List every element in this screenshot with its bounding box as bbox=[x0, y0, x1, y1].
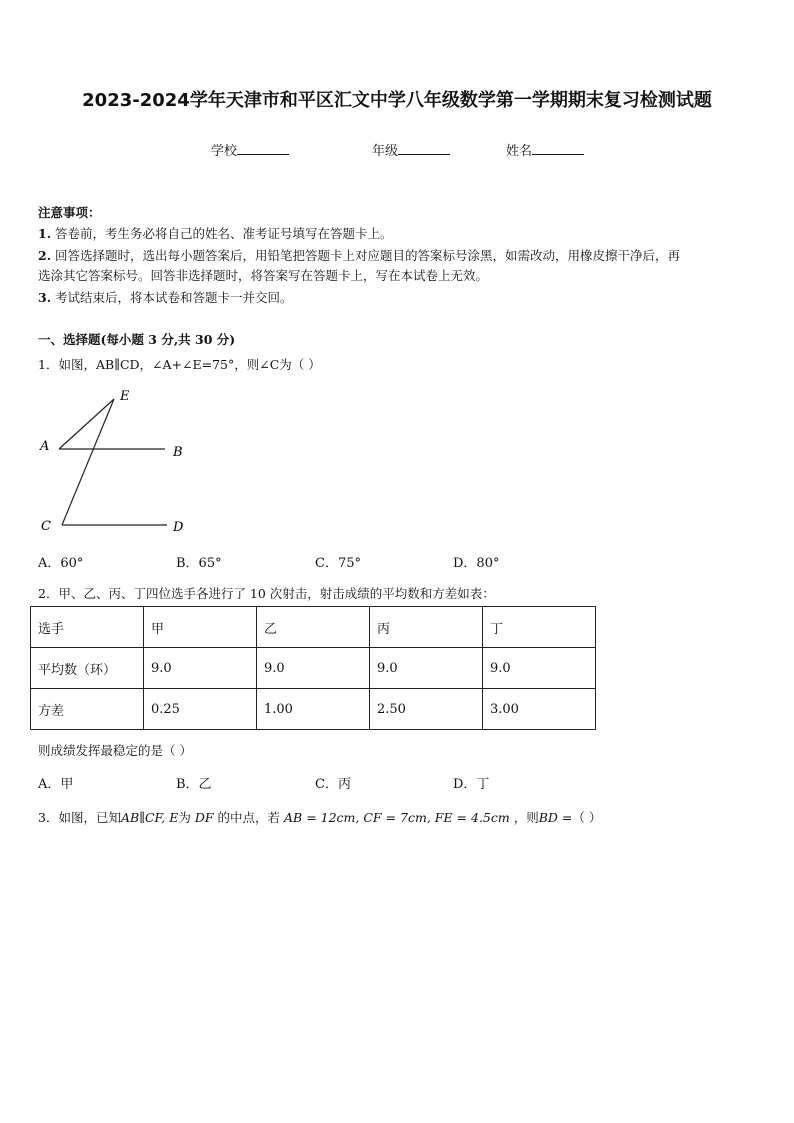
q2-option-b: B．乙 bbox=[176, 777, 212, 792]
school-field bbox=[211, 140, 289, 159]
section-heading: 一、选择题(每小题 3 分,共 30 分) bbox=[38, 332, 236, 347]
grade-blank bbox=[398, 140, 450, 155]
label-b: B bbox=[173, 445, 183, 460]
school-blank bbox=[237, 140, 289, 155]
table-cell: 9.0 bbox=[144, 648, 257, 689]
note-2-continued: 选涂其它答案标号。回答非选择题时，将答案写在答题卡上，写在本试卷上无效。 bbox=[38, 268, 489, 283]
question-1-figure bbox=[30, 385, 200, 540]
table-cell: 0.25 bbox=[144, 689, 257, 730]
q3-text-1: 为 bbox=[178, 810, 191, 825]
note-2 bbox=[38, 246, 680, 264]
table-cell: 方差 bbox=[31, 689, 144, 730]
question-1-text: 1．如图，AB∥CD，∠A+∠E=75°，则∠C为（ ） bbox=[38, 357, 321, 372]
table-cell: 平均数（环） bbox=[31, 648, 144, 689]
table-cell: 乙 bbox=[257, 607, 370, 648]
table-row bbox=[31, 607, 596, 648]
q1-option-c: C．75° bbox=[315, 556, 361, 571]
question-3-text bbox=[38, 808, 601, 826]
q1-option-b: B．65° bbox=[176, 556, 222, 571]
label-e: E bbox=[120, 389, 130, 404]
school-label: 学校 bbox=[211, 144, 238, 159]
table-cell: 选手 bbox=[31, 607, 144, 648]
table-cell: 1.00 bbox=[257, 689, 370, 730]
label-c: C bbox=[41, 519, 51, 534]
table-cell: 9.0 bbox=[370, 648, 483, 689]
line-ec bbox=[62, 399, 114, 525]
q1-option-a: A．60° bbox=[38, 556, 84, 571]
page-title: 2023-2024学年天津市和平区汇文中学八年级数学第一学期期末复习检测试题 bbox=[82, 90, 712, 111]
label-d: D bbox=[173, 520, 184, 535]
table-cell: 9.0 bbox=[257, 648, 370, 689]
note-2-number: 2. bbox=[38, 248, 52, 263]
table-row bbox=[31, 648, 596, 689]
note-1-number: 1. bbox=[38, 226, 52, 241]
line-ae bbox=[59, 399, 114, 449]
q3-math-3: AB = 12cm, CF = 7cm, FE = 4.5cm bbox=[284, 810, 510, 825]
q3-text-3: ，则 bbox=[513, 810, 539, 825]
shooting-stats-table bbox=[30, 606, 596, 730]
name-blank bbox=[532, 140, 584, 155]
grade-label: 年级 bbox=[372, 144, 399, 159]
grade-field bbox=[372, 140, 450, 159]
q2-option-a: A．甲 bbox=[38, 777, 74, 792]
label-a: A bbox=[40, 439, 50, 454]
note-1-text: 答卷前，考生务必将自己的姓名、准考证号填写在答题卡上。 bbox=[55, 226, 393, 241]
table-cell: 2.50 bbox=[370, 689, 483, 730]
q2-option-d: D．丁 bbox=[453, 777, 490, 792]
note-3-number: 3. bbox=[38, 290, 52, 305]
table-cell: 甲 bbox=[144, 607, 257, 648]
table-row bbox=[31, 689, 596, 730]
notes-header: 注意事项： bbox=[38, 205, 101, 220]
note-1 bbox=[38, 224, 393, 242]
q2-option-c: C．丙 bbox=[315, 777, 351, 792]
q3-prefix: 3．如图，已知 bbox=[38, 810, 121, 825]
question-2-text: 2．甲、乙、丙、丁四位选手各进行了 10 次射击，射击成绩的平均数和方差如表： bbox=[38, 586, 495, 601]
q3-text-4: （ ） bbox=[572, 810, 602, 825]
q1-option-d: D．80° bbox=[453, 556, 500, 571]
question-2-prompt: 则成绩发挥最稳定的是（ ） bbox=[38, 743, 192, 758]
note-2-text: 回答选择题时，选出每小题答案后，用铅笔把答题卡上对应题目的答案标号涂黑，如需改动，用橡皮擦干净后，再 bbox=[55, 248, 681, 263]
q3-math-1: AB∥CF, E bbox=[120, 810, 179, 825]
table-cell: 9.0 bbox=[483, 648, 596, 689]
note-3-text: 考试结束后，将本试卷和答题卡一并交回。 bbox=[55, 290, 293, 305]
name-field bbox=[506, 140, 584, 159]
note-3 bbox=[38, 288, 293, 306]
q3-math-2: DF bbox=[194, 810, 214, 825]
table-cell: 丁 bbox=[483, 607, 596, 648]
table-cell: 3.00 bbox=[483, 689, 596, 730]
table-cell: 丙 bbox=[370, 607, 483, 648]
q3-text-2: 的中点，若 bbox=[217, 810, 281, 825]
name-label: 姓名 bbox=[506, 144, 533, 159]
q3-math-4: BD = bbox=[538, 810, 573, 825]
